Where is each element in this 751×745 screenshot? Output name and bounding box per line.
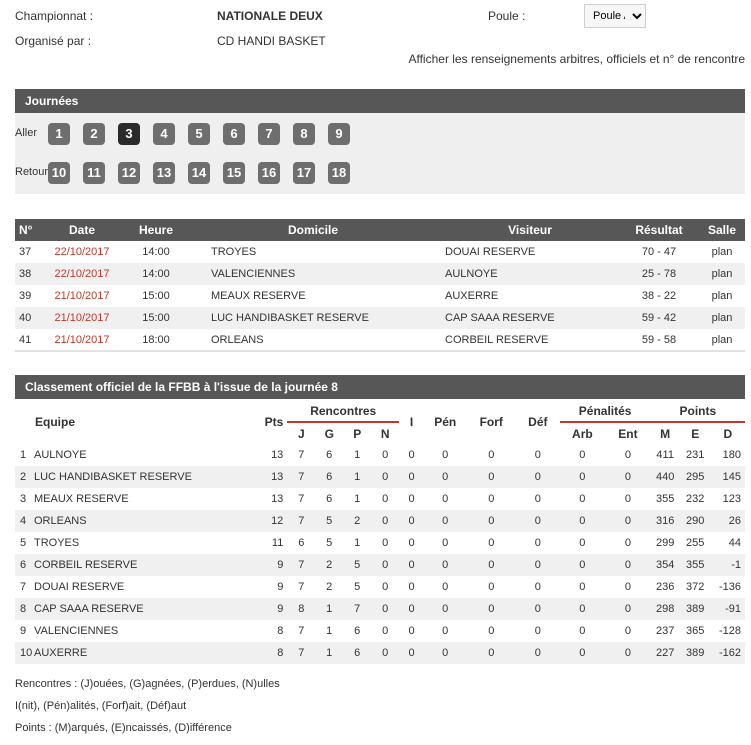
col-away: Visiteur	[441, 219, 619, 241]
col-pts: Pts	[264, 415, 284, 429]
match-row	[15, 263, 745, 285]
match-score: 59 - 42	[619, 307, 699, 329]
stat-pen: 0	[424, 510, 466, 532]
stat-i: 0	[408, 625, 415, 637]
col-arb: Arb	[572, 426, 593, 441]
stat-def: 0	[516, 598, 559, 620]
team-rank: 10	[20, 647, 33, 659]
stat-d: -91	[711, 598, 745, 620]
stat-j: 7	[298, 625, 305, 637]
stat-forf: 0	[488, 449, 495, 461]
stat-i: 0	[408, 493, 415, 505]
stat-forf: 0	[466, 510, 516, 532]
stat-n: 0	[371, 510, 399, 532]
standings-table	[15, 400, 745, 664]
stat-forf: 0	[466, 554, 516, 576]
stat-e: 231	[686, 449, 705, 461]
standings-row	[15, 488, 745, 510]
stat-e: 295	[680, 466, 711, 488]
col-g: G	[324, 426, 334, 441]
stat-arb: 0	[560, 554, 606, 576]
legend-points: Points : (M)arqués, (E)ncaissés, (D)ifférence	[15, 722, 232, 734]
stat-g: 6	[326, 449, 333, 461]
team-cell	[15, 642, 248, 664]
stat-forf: 0	[488, 625, 495, 637]
col-def: Déf	[528, 415, 548, 429]
journee-button-11[interactable]: 11	[83, 162, 105, 184]
stat-j: 7	[287, 466, 315, 488]
stat-g: 1	[315, 642, 343, 664]
journee-button-1[interactable]: 1	[48, 123, 70, 145]
team-cell	[15, 532, 248, 554]
stat-g: 2	[315, 554, 343, 576]
journee-button-7[interactable]: 7	[258, 123, 280, 145]
stat-def: 0	[516, 466, 559, 488]
stat-d: 145	[711, 466, 745, 488]
match-salle-link[interactable]: plan	[699, 263, 745, 285]
stat-g: 2	[326, 581, 333, 593]
col-result: Résultat	[619, 219, 699, 241]
stat-e: 355	[680, 554, 711, 576]
stat-j: 7	[287, 642, 315, 664]
team-cell	[15, 620, 248, 642]
journee-button-5[interactable]: 5	[188, 123, 210, 145]
col-rencontres: Rencontres	[287, 400, 399, 422]
journee-button-3[interactable]: 3	[118, 123, 140, 145]
stat-forf: 0	[488, 537, 495, 549]
standings-row	[15, 466, 745, 488]
stat-pts: 12	[248, 510, 287, 532]
journee-button-13[interactable]: 13	[153, 162, 175, 184]
stat-m: 316	[651, 510, 680, 532]
stat-pen: 0	[442, 625, 449, 637]
col-forf: Forf	[479, 415, 503, 429]
team-name: MEAUX RESERVE	[34, 493, 129, 505]
journee-button-14[interactable]: 14	[188, 162, 210, 184]
stat-pen: 0	[424, 554, 466, 576]
stat-def: 0	[534, 493, 541, 505]
stat-ent: 0	[624, 625, 631, 637]
team-rank: 8	[20, 603, 27, 615]
match-score: 70 - 47	[641, 246, 677, 258]
stat-e: 365	[686, 625, 705, 637]
col-i: I	[409, 415, 414, 429]
stat-ent: 0	[624, 537, 631, 549]
match-away: AUXERRE	[445, 290, 499, 302]
stat-n: 0	[382, 581, 389, 593]
poule-select[interactable]	[584, 4, 646, 28]
stat-p: 1	[343, 466, 371, 488]
journees-panel	[15, 113, 745, 194]
stat-arb: 0	[579, 625, 586, 637]
stat-i: 0	[399, 510, 424, 532]
col-m: M	[660, 426, 671, 441]
team-rank: 9	[20, 625, 27, 637]
team-rank: 2	[20, 471, 27, 483]
col-penalites: Pénalités	[560, 400, 651, 422]
stat-forf: 0	[488, 493, 495, 505]
stat-p: 2	[343, 510, 371, 532]
team-rank: 7	[20, 581, 27, 593]
journee-button-6[interactable]: 6	[223, 123, 245, 145]
aller-label: Aller	[15, 127, 38, 139]
team-name: CORBEIL RESERVE	[34, 559, 138, 571]
retour-label: Retour	[15, 166, 49, 178]
team-name: CAP SAAA RESERVE	[34, 603, 144, 615]
journees-header	[15, 89, 745, 113]
stat-g: 5	[326, 537, 333, 549]
team-name: LUC HANDIBASKET RESERVE	[34, 471, 192, 483]
match-date: 22/10/2017	[37, 263, 127, 285]
team-name: AULNOYE	[34, 449, 87, 461]
team-rank: 3	[20, 493, 27, 505]
col-date: Date	[37, 219, 127, 241]
stat-forf: 0	[488, 581, 495, 593]
stat-d: 26	[711, 510, 745, 532]
match-num: 37	[19, 246, 32, 258]
match-num: 38	[15, 263, 37, 285]
stat-ent: 0	[624, 449, 631, 461]
stat-pen: 0	[442, 537, 449, 549]
stat-p: 1	[354, 537, 361, 549]
legend-penalites: I(nit), (Pén)alités, (Forf)ait, (Déf)aut	[15, 700, 187, 712]
stat-j: 7	[287, 554, 315, 576]
stat-d: 44	[728, 537, 741, 549]
match-home: TROYES	[211, 246, 257, 258]
stat-j: 7	[287, 510, 315, 532]
journee-button-16[interactable]: 16	[258, 162, 280, 184]
stat-e: 389	[680, 598, 711, 620]
col-time: Heure	[127, 219, 185, 241]
stat-i: 0	[399, 642, 424, 664]
stat-m: 411	[656, 449, 674, 461]
stat-g: 1	[315, 598, 343, 620]
stat-arb: 0	[579, 493, 586, 505]
team-rank: 1	[20, 449, 27, 461]
stat-def: 0	[516, 554, 559, 576]
stat-n: 0	[371, 466, 399, 488]
stat-p: 1	[354, 493, 361, 505]
col-salle: Salle	[699, 219, 745, 241]
match-row	[15, 307, 745, 329]
col-home: Domicile	[185, 219, 441, 241]
stat-n: 0	[371, 554, 399, 576]
stat-i: 0	[399, 554, 424, 576]
stat-p: 7	[343, 598, 371, 620]
col-equipe: Equipe	[35, 415, 76, 429]
match-time: 15:00	[142, 290, 170, 302]
poule-label: Poule :	[488, 9, 526, 23]
match-date: 21/10/2017	[37, 307, 127, 329]
match-salle-link[interactable]: plan	[699, 307, 745, 329]
match-time: 18:00	[127, 329, 185, 351]
stat-pts: 8	[248, 642, 287, 664]
col-e: E	[691, 426, 700, 441]
journee-button-17[interactable]: 17	[293, 162, 315, 184]
stat-pts: 11	[271, 537, 284, 549]
stat-p: 5	[343, 554, 371, 576]
stat-e: 255	[686, 537, 705, 549]
team-rank: 5	[20, 537, 27, 549]
journee-button-10[interactable]: 10	[48, 162, 70, 184]
stat-ent: 0	[605, 642, 651, 664]
stat-j: 7	[298, 493, 305, 505]
legend-rencontres: Rencontres : (J)ouées, (G)agnées, (P)erdues, (N)ulles	[15, 678, 280, 690]
journee-button-4[interactable]: 4	[153, 123, 175, 145]
matches-header-row	[15, 219, 745, 241]
stat-pts: 13	[248, 466, 287, 488]
team-name: TROYES	[34, 537, 80, 549]
standings-header	[15, 375, 745, 399]
stat-m: 298	[651, 598, 680, 620]
stat-m: 354	[651, 554, 680, 576]
stat-e: 232	[686, 493, 705, 505]
stat-d: -128	[718, 625, 741, 637]
standings-row	[15, 642, 745, 664]
team-cell	[15, 444, 248, 466]
matches-table	[15, 219, 745, 352]
standings-row	[15, 510, 745, 532]
stat-g: 6	[326, 493, 333, 505]
match-num: 40	[15, 307, 37, 329]
match-score: 25 - 78	[619, 263, 699, 285]
stat-pts: 8	[277, 625, 284, 637]
match-home: ORLEANS	[185, 329, 441, 351]
match-salle-link[interactable]: plan	[711, 290, 733, 302]
stat-forf: 0	[466, 642, 516, 664]
stat-n: 0	[371, 642, 399, 664]
journee-button-12[interactable]: 12	[118, 162, 140, 184]
stat-def: 0	[534, 537, 541, 549]
poule-select-wrapper	[584, 4, 646, 28]
journee-button-2[interactable]: 2	[83, 123, 105, 145]
team-cell	[15, 510, 248, 532]
team-name: VALENCIENNES	[34, 625, 119, 637]
stat-i: 0	[408, 537, 415, 549]
col-j: J	[297, 426, 305, 441]
stat-n: 0	[382, 493, 389, 505]
match-score: 38 - 22	[641, 290, 677, 302]
team-rank: 6	[20, 559, 27, 571]
stat-arb: 0	[579, 537, 586, 549]
team-name: DOUAI RESERVE	[34, 581, 125, 593]
stat-arb: 0	[579, 581, 586, 593]
stat-arb: 0	[560, 598, 606, 620]
stat-ent: 0	[605, 466, 651, 488]
team-cell	[15, 576, 248, 598]
stat-pts: 13	[271, 449, 284, 461]
stat-pts: 9	[248, 598, 287, 620]
journees-title: Journées	[25, 94, 79, 108]
col-points: Points	[651, 400, 745, 422]
match-date: 22/10/2017	[54, 246, 110, 258]
match-home: MEAUX RESERVE	[211, 290, 306, 302]
match-home: VALENCIENNES	[185, 263, 441, 285]
journee-button-8[interactable]: 8	[293, 123, 315, 145]
stat-n: 0	[382, 449, 389, 461]
stat-pen: 0	[442, 493, 449, 505]
team-cell	[15, 466, 248, 488]
team-cell	[15, 598, 248, 620]
stat-d: 180	[722, 449, 741, 461]
stat-m: 236	[656, 581, 675, 593]
journee-button-18[interactable]: 18	[328, 162, 350, 184]
organizer-label: Organisé par :	[15, 34, 92, 48]
stat-m: 440	[651, 466, 680, 488]
stat-ent: 0	[605, 510, 651, 532]
standings-row	[15, 532, 745, 554]
match-time: 14:00	[142, 246, 170, 258]
stat-arb: 0	[579, 449, 586, 461]
stat-i: 0	[399, 598, 424, 620]
championship-value: NATIONALE DEUX	[217, 9, 323, 23]
match-away: DOUAI RESERVE	[445, 246, 536, 258]
stat-i: 0	[399, 466, 424, 488]
match-time: 15:00	[127, 307, 185, 329]
stat-p: 1	[354, 449, 361, 461]
match-date: 21/10/2017	[54, 290, 110, 302]
stat-def: 0	[534, 449, 541, 461]
stat-p: 5	[354, 581, 361, 593]
stat-ent: 0	[624, 581, 631, 593]
col-ent: Ent	[618, 426, 638, 441]
col-num: N°	[15, 219, 37, 241]
standings-title: Classement officiel de la FFBB à l'issue de la journée 8	[25, 380, 338, 394]
stat-d: -1	[711, 554, 745, 576]
team-cell	[15, 488, 248, 510]
team-cell	[15, 554, 248, 576]
standings-row	[15, 554, 745, 576]
stat-e: 372	[686, 581, 705, 593]
stat-p: 6	[343, 642, 371, 664]
stat-g: 5	[315, 510, 343, 532]
stat-pen: 0	[442, 449, 449, 461]
stat-n: 0	[382, 625, 389, 637]
stat-pen: 0	[442, 581, 449, 593]
stat-forf: 0	[466, 598, 516, 620]
stat-ent: 0	[605, 598, 651, 620]
stat-arb: 0	[560, 642, 606, 664]
match-salle-link[interactable]: plan	[711, 246, 733, 258]
stat-def: 0	[534, 581, 541, 593]
match-num: 39	[19, 290, 32, 302]
stat-def: 0	[534, 625, 541, 637]
stat-m: 299	[656, 537, 675, 549]
stat-ent: 0	[605, 554, 651, 576]
stat-g: 6	[315, 466, 343, 488]
col-n: N	[380, 426, 390, 441]
stat-d: -136	[718, 581, 741, 593]
match-num: 41	[15, 329, 37, 351]
match-away: CAP SAAA RESERVE	[441, 307, 619, 329]
stat-pts: 9	[248, 554, 287, 576]
stat-m: 227	[651, 642, 680, 664]
match-date: 21/10/2017	[37, 329, 127, 351]
standings-header-row-1	[15, 400, 745, 422]
stat-e: 389	[680, 642, 711, 664]
standings-row	[15, 576, 745, 598]
match-row	[15, 329, 745, 351]
stat-g: 1	[326, 625, 333, 637]
stat-arb: 0	[560, 510, 606, 532]
match-home: LUC HANDIBASKET RESERVE	[185, 307, 441, 329]
team-name: AUXERRE	[34, 647, 88, 659]
stat-ent: 0	[624, 493, 631, 505]
stat-p: 6	[354, 625, 361, 637]
stat-pen: 0	[424, 642, 466, 664]
stat-n: 0	[371, 598, 399, 620]
championship-label: Championnat :	[15, 9, 94, 23]
stat-def: 0	[516, 510, 559, 532]
stat-pts: 13	[271, 493, 284, 505]
match-row	[15, 285, 745, 307]
organizer-value: CD HANDI BASKET	[217, 34, 326, 48]
stat-j: 7	[298, 449, 305, 461]
match-time: 14:00	[127, 263, 185, 285]
col-pen: Pén	[434, 415, 457, 429]
match-away: CORBEIL RESERVE	[441, 329, 619, 351]
col-d: D	[723, 426, 733, 441]
match-salle-link[interactable]: plan	[699, 329, 745, 351]
info-toggle-link[interactable]: Afficher les renseignements arbitres, officiels et n° de rencontre	[408, 52, 745, 66]
standings-row	[15, 444, 745, 466]
stat-j: 8	[287, 598, 315, 620]
stat-m: 237	[656, 625, 675, 637]
journee-button-15[interactable]: 15	[223, 162, 245, 184]
stat-d: 123	[722, 493, 741, 505]
standings-row	[15, 598, 745, 620]
match-score: 59 - 58	[619, 329, 699, 351]
stat-i: 0	[408, 449, 415, 461]
stat-pts: 9	[277, 581, 284, 593]
stat-forf: 0	[466, 466, 516, 488]
stat-e: 290	[680, 510, 711, 532]
journee-button-9[interactable]: 9	[328, 123, 350, 145]
match-row	[15, 241, 745, 263]
team-name: ORLEANS	[34, 515, 87, 527]
stat-i: 0	[408, 581, 415, 593]
standings-row	[15, 620, 745, 642]
stat-pen: 0	[424, 466, 466, 488]
stat-m: 355	[656, 493, 675, 505]
team-rank: 4	[20, 515, 27, 527]
stat-n: 0	[382, 537, 389, 549]
stat-j: 6	[298, 537, 305, 549]
match-away: AULNOYE	[441, 263, 619, 285]
col-p: P	[353, 426, 362, 441]
stat-arb: 0	[560, 466, 606, 488]
stat-j: 7	[298, 581, 305, 593]
stat-d: -162	[711, 642, 745, 664]
stat-def: 0	[516, 642, 559, 664]
stat-pen: 0	[424, 598, 466, 620]
